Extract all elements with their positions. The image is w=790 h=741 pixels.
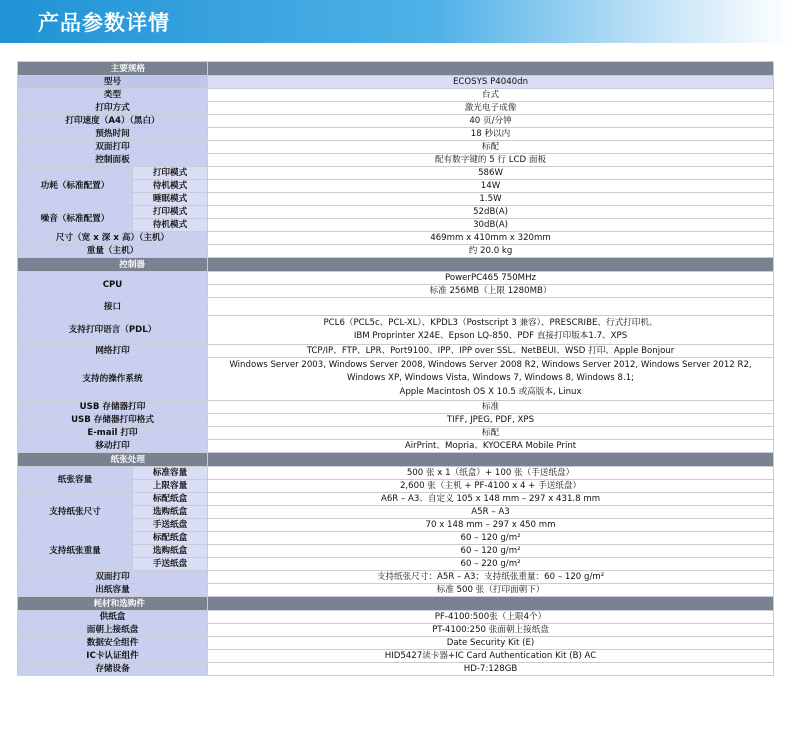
os-line: Apple Macintosh OS X 10.5 或高版本, Linux	[399, 386, 582, 397]
section-title: 纸张处理	[18, 453, 208, 467]
spec-row-paper-duplex	[18, 571, 774, 584]
spec-value: 标准 256MB（上限 1280MB）	[208, 285, 774, 298]
spec-label: 网络打印	[18, 345, 208, 358]
spec-value: ECOSYS P4040dn	[208, 76, 774, 89]
spec-row-duplex	[18, 141, 774, 154]
spec-sublabel: 手送纸盘	[133, 558, 208, 571]
spec-sublabel: 上限容量	[133, 480, 208, 493]
spec-label: 类型	[18, 89, 208, 102]
spec-row-pdl	[18, 316, 774, 345]
spec-label: 接口	[18, 298, 208, 316]
spec-label: 支持纸张尺寸	[18, 493, 133, 532]
spec-row-usb-format	[18, 414, 774, 427]
spec-sublabel: 标配纸盒	[133, 532, 208, 545]
spec-value: HID5427读卡器+IC Card Authentication Kit (B) AC	[208, 650, 774, 663]
spec-value: 30dB(A)	[208, 219, 774, 232]
spec-value: 标配	[208, 141, 774, 154]
spec-label: 数据安全组件	[18, 637, 208, 650]
spec-label: 噪音（标准配置）	[18, 206, 133, 232]
spec-row-capacity	[18, 467, 774, 480]
spec-label: 支持的操作系统	[18, 358, 208, 401]
section-header-options	[18, 597, 774, 611]
spec-value: 60 – 220 g/m²	[208, 558, 774, 571]
spec-label: 型号	[18, 76, 208, 89]
spec-label: USB 存储器打印	[18, 401, 208, 414]
os-line: Windows Server 2003, Windows Server 2008, Windows Server 2008 R2, Windows Server 2012, Windows Server 2012 R2,	[229, 359, 752, 370]
spec-label: 预热时间	[18, 128, 208, 141]
spec-value: 60 – 120 g/m²	[208, 545, 774, 558]
spec-sublabel: 标配纸盒	[133, 493, 208, 506]
spec-value: HD-7:128GB	[208, 663, 774, 676]
spec-value: 1.5W	[208, 193, 774, 206]
section-title: 控制器	[18, 258, 208, 272]
spec-value: AirPrint、Mopria、KYOCERA Mobile Print	[208, 440, 774, 453]
spec-label: 面朝上接纸盘	[18, 624, 208, 637]
spec-row-weights	[18, 532, 774, 545]
spec-value: 14W	[208, 180, 774, 193]
spec-row-dimensions	[18, 232, 774, 245]
spec-row-os	[18, 358, 774, 401]
spec-value: 支持纸张尺寸：A5R – A3；支持纸张重量：60 – 120 g/m²	[208, 571, 774, 584]
spec-row-usb-print	[18, 401, 774, 414]
section-header-controller	[18, 258, 774, 272]
spec-value: TIFF, JPEG, PDF, XPS	[208, 414, 774, 427]
spec-row-warmup	[18, 128, 774, 141]
spec-row-paper-feeder	[18, 611, 774, 624]
spec-sublabel: 待机模式	[133, 180, 208, 193]
spec-row-noise	[18, 206, 774, 219]
spec-value: 2,600 张（主机 + PF-4100 x 4 + 手送纸盘）	[208, 480, 774, 493]
spec-row-mobile-print	[18, 440, 774, 453]
spec-label: 尺寸（宽 x 深 x 高）（主机）	[18, 232, 208, 245]
spec-label: 控制面板	[18, 154, 208, 167]
section-title: 耗材和选购件	[18, 597, 208, 611]
spec-value: 52dB(A)	[208, 206, 774, 219]
spec-label: 存储设备	[18, 663, 208, 676]
pdl-line: IBM Proprinter X24E、Epson LQ-850、PDF 直接打印版本1.7、XPS	[353, 331, 628, 341]
spec-row-email-print	[18, 427, 774, 440]
spec-row-data-security	[18, 637, 774, 650]
spec-row-ic-card	[18, 650, 774, 663]
spec-value: 约 20.0 kg	[208, 245, 774, 258]
spec-value: 台式	[208, 89, 774, 102]
spec-value: 586W	[208, 167, 774, 180]
spec-value: 配有数字键的 5 行 LCD 面板	[208, 154, 774, 167]
section-title: 主要规格	[18, 62, 208, 76]
spec-label: 支持纸张重量	[18, 532, 133, 571]
spec-value	[208, 298, 774, 316]
spec-value: 标准	[208, 401, 774, 414]
spec-row-print-speed	[18, 115, 774, 128]
spec-row-control-panel	[18, 154, 774, 167]
spec-value	[208, 316, 774, 345]
section-header-paper	[18, 453, 774, 467]
spec-value: PowerPC465 750MHz	[208, 272, 774, 285]
spec-value: 激光电子成像	[208, 102, 774, 115]
spec-row-cpu	[18, 272, 774, 285]
spec-row-type	[18, 89, 774, 102]
spec-label: 支持打印语言（PDL）	[18, 316, 208, 345]
spec-label: 移动打印	[18, 440, 208, 453]
spec-label: 打印方式	[18, 102, 208, 115]
spec-value: PF-4100:500张（上限4个）	[208, 611, 774, 624]
page-title: 产品参数详情	[38, 11, 170, 35]
spec-label: 纸张容量	[18, 467, 133, 493]
spec-value: 标配	[208, 427, 774, 440]
spec-row-weight	[18, 245, 774, 258]
spec-value: PT-4100:250 张面朝上接纸盘	[208, 624, 774, 637]
spec-row-output	[18, 584, 774, 597]
spec-value: Date Security Kit (E)	[208, 637, 774, 650]
spec-value: 469mm x 410mm x 320mm	[208, 232, 774, 245]
spec-value: A6R – A3、自定义 105 x 148 mm – 297 x 431.8 mm	[208, 493, 774, 506]
spec-value: TCP/IP、FTP、LPR、Port9100、IPP、IPP over SSL、NetBEUI、WSD 打印、Apple Bonjour	[208, 345, 774, 358]
spec-label: 双面打印	[18, 571, 208, 584]
header-banner	[0, 0, 790, 43]
spec-sublabel: 手送纸盘	[133, 519, 208, 532]
spec-value: 标准 500 张（打印面朝下）	[208, 584, 774, 597]
spec-value	[208, 358, 774, 401]
spec-value: 18 秒以内	[208, 128, 774, 141]
spec-label: 功耗（标准配置）	[18, 167, 133, 206]
spec-row-interface	[18, 298, 774, 316]
spec-row-storage	[18, 663, 774, 676]
spec-label: 出纸容量	[18, 584, 208, 597]
spec-sublabel: 选购纸盒	[133, 506, 208, 519]
spec-label: 重量（主机）	[18, 245, 208, 258]
spec-sublabel: 睡眠模式	[133, 193, 208, 206]
spec-label: 供纸盒	[18, 611, 208, 624]
spec-label: CPU	[18, 272, 208, 298]
spec-value: 500 张 x 1（纸盒）+ 100 张（手送纸盘）	[208, 467, 774, 480]
spec-sublabel: 待机模式	[133, 219, 208, 232]
spec-sublabel: 打印模式	[133, 167, 208, 180]
spec-sublabel: 选购纸盒	[133, 545, 208, 558]
spec-table	[17, 61, 774, 676]
spec-value: 40 页/分钟	[208, 115, 774, 128]
spec-label: E-mail 打印	[18, 427, 208, 440]
spec-label: USB 存储器打印格式	[18, 414, 208, 427]
spec-label: 双面打印	[18, 141, 208, 154]
spec-row-power	[18, 167, 774, 180]
spec-label: IC卡认证组件	[18, 650, 208, 663]
spec-value: 70 x 148 mm – 297 x 450 mm	[208, 519, 774, 532]
spec-row-network	[18, 345, 774, 358]
spec-row-face-up-tray	[18, 624, 774, 637]
spec-row-sizes	[18, 493, 774, 506]
section-header-main	[18, 62, 774, 76]
spec-sublabel: 标准容量	[133, 467, 208, 480]
spec-row-print-method	[18, 102, 774, 115]
spec-sublabel: 打印模式	[133, 206, 208, 219]
spec-row-model	[18, 76, 774, 89]
pdl-line: PCL6（PCL5c、PCL-XL）、KPDL3（Postscript 3 兼容）、PRESCRIBE、行式打印机、	[323, 317, 658, 328]
spec-value: 60 – 120 g/m²	[208, 532, 774, 545]
os-line: Windows XP, Windows Vista, Windows 7, Windows 8, Windows 8.1;	[346, 373, 635, 384]
spec-value: A5R – A3	[208, 506, 774, 519]
spec-label: 打印速度（A4）（黑白）	[18, 115, 208, 128]
